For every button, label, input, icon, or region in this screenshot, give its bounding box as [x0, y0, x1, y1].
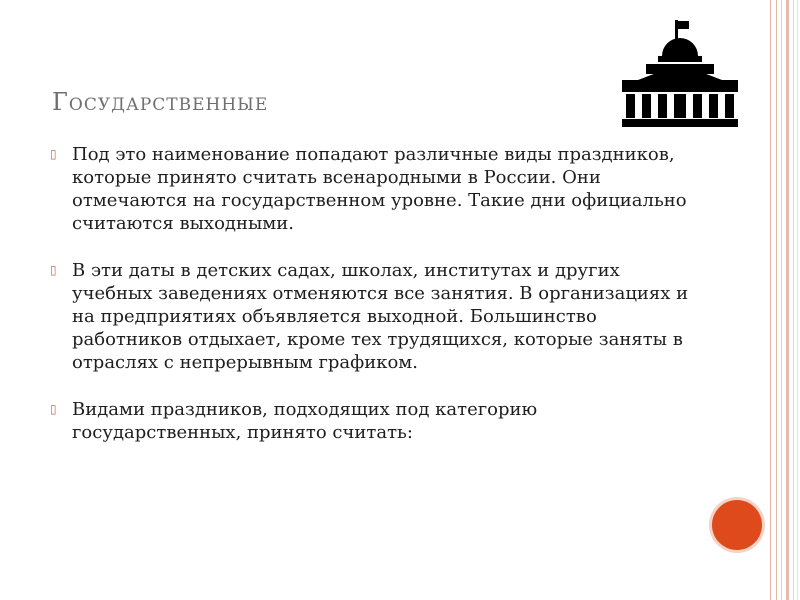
- bullet-marker-icon: ▯: [50, 147, 57, 161]
- side-rule: [781, 0, 782, 600]
- bullet-list: [50, 143, 690, 468]
- government-building-icon: [620, 18, 740, 128]
- slide-title: Государственные: [52, 88, 269, 116]
- bullet-marker-icon: ▯: [50, 263, 57, 277]
- bullet-item: [50, 143, 690, 235]
- bullet-text: Видами праздников, подходящих под категорию государственных, принято считать:: [72, 399, 538, 443]
- bullet-text: В эти даты в детских садах, школах, институтах и других учебных заведениях отменяются все занятия. В организациях и на предприятиях объявляется выходной. Большинство работников отдыхает, кроме тех трудящихся, которые заняты в отраслях с непрерывным графиком.: [72, 260, 689, 373]
- side-rule: [793, 0, 794, 600]
- bullet-item: [50, 259, 690, 374]
- side-rule: [776, 0, 777, 600]
- bullet-item: [50, 398, 690, 444]
- side-rule: [797, 0, 798, 600]
- side-rule: [770, 0, 771, 600]
- bullet-marker-icon: ▯: [50, 402, 57, 416]
- side-rule: [786, 0, 789, 600]
- bullet-text: Под это наименование попадают различные виды праздников, которые принято считать всенародными в России. Они отмечаются на государственном уровне. Такие дни официально считаются выходными.: [72, 144, 687, 234]
- accent-dot: [712, 500, 762, 550]
